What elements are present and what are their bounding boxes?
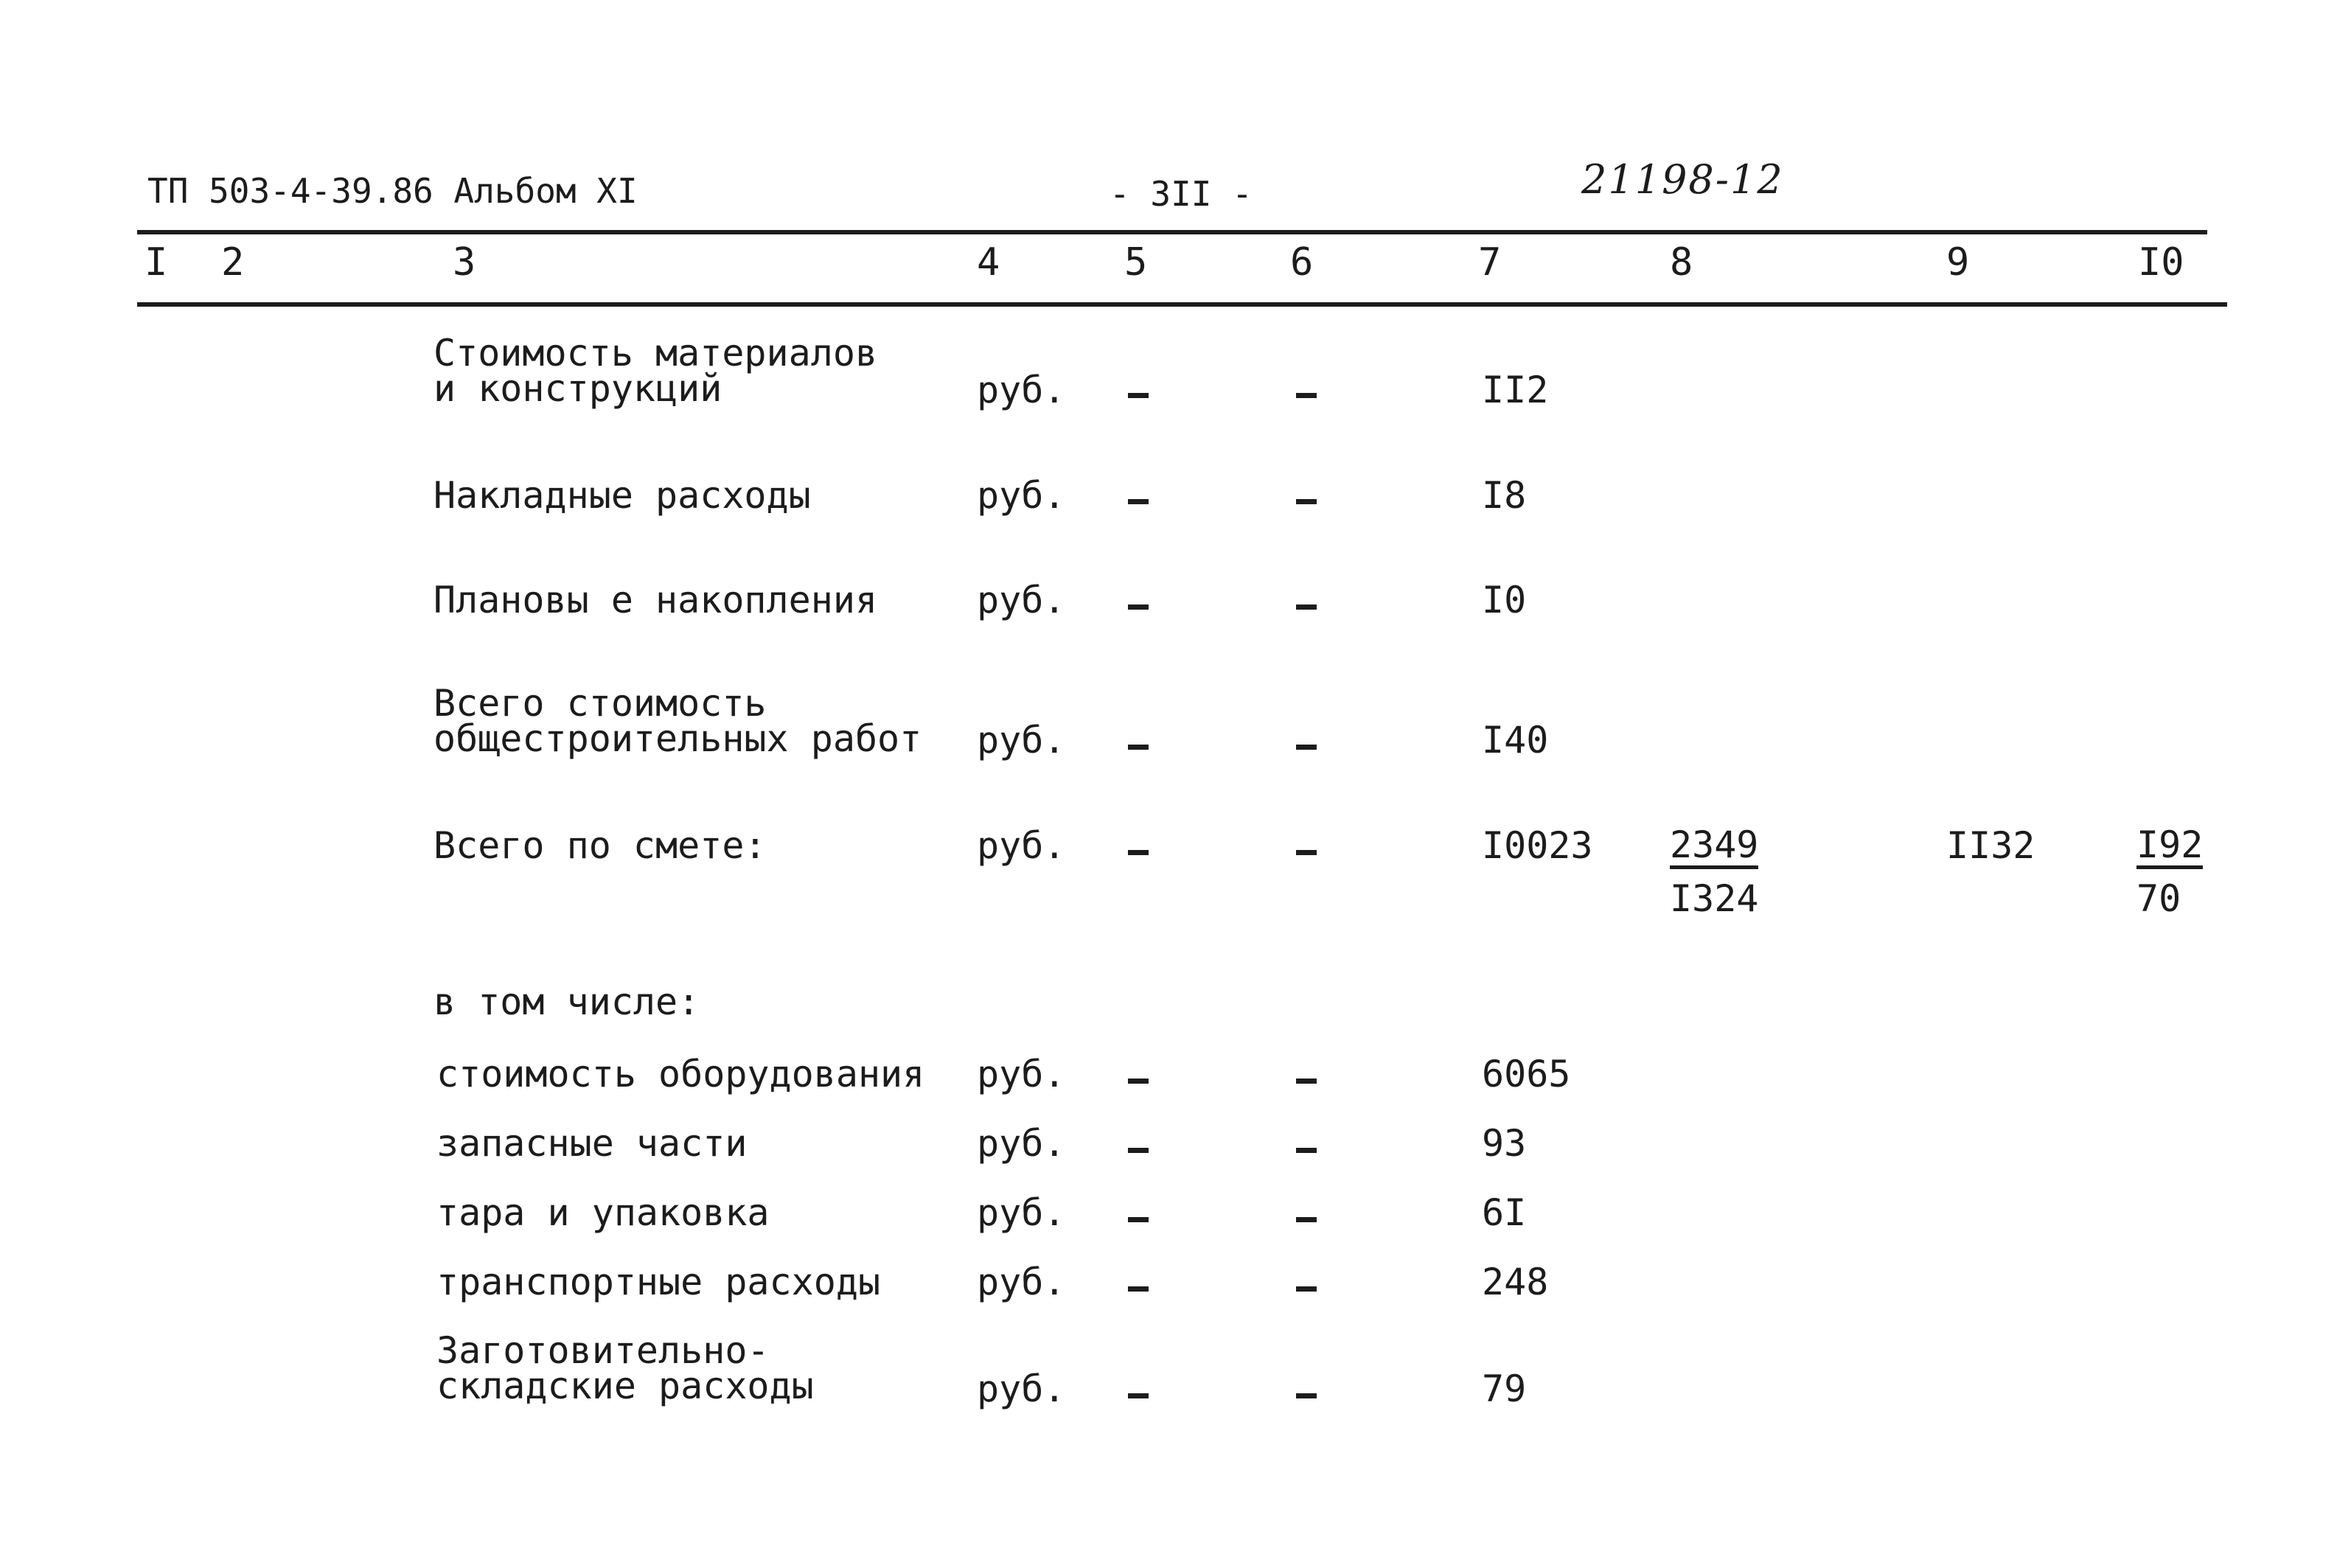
unit-cell: руб.: [977, 1261, 1066, 1303]
fraction-col8-top: 2349: [1670, 824, 1758, 869]
value-col7: 6I: [1482, 1191, 1527, 1234]
column-number-10: I0: [2138, 240, 2184, 285]
table-row-name: Плановы е накопления: [433, 579, 878, 621]
column-number-7: 7: [1478, 240, 1502, 285]
value-col7: I40: [1482, 719, 1549, 762]
subtotal-heading: в том числе:: [433, 980, 700, 1023]
table-row-name: запасные части: [436, 1122, 748, 1165]
dash-col6: [1296, 393, 1317, 398]
table-row-name: Всего по смете:: [433, 824, 767, 867]
value-col7: I0023: [1482, 824, 1593, 867]
unit-cell: руб.: [977, 1191, 1066, 1234]
unit-cell: руб.: [977, 474, 1066, 517]
dash-col6: [1296, 1217, 1317, 1222]
dash-col6: [1296, 1148, 1317, 1153]
dash-col6: [1296, 745, 1317, 750]
page-number: - 3II -: [1110, 174, 1253, 214]
dash-col5: [1128, 393, 1149, 398]
dash-col6: [1296, 604, 1317, 610]
column-number-2: 2: [221, 240, 245, 285]
value-col7: I8: [1482, 474, 1527, 517]
unit-cell: руб.: [977, 824, 1066, 867]
table-row-name: стоимость оборудования: [436, 1053, 925, 1095]
column-number-6: 6: [1290, 240, 1314, 285]
dash-col6: [1296, 1079, 1317, 1084]
column-number-4: 4: [977, 240, 1000, 285]
unit-cell: руб.: [977, 1122, 1066, 1165]
value-col7: I0: [1482, 579, 1527, 621]
dash-col5: [1128, 1079, 1149, 1084]
dash-col5: [1128, 1286, 1149, 1292]
table-row-name: транспортные расходы: [436, 1261, 881, 1303]
dash-col5: [1128, 745, 1149, 750]
column-number-1: I: [144, 240, 168, 285]
unit-cell: руб.: [977, 579, 1066, 621]
value-col7: 248: [1482, 1261, 1549, 1303]
table-row-name: Всего стоимость общестроительных работ: [433, 682, 922, 760]
dash-col5: [1128, 850, 1149, 855]
table-row-name: тара и упаковка: [436, 1191, 770, 1234]
table-row-name: Накладные расходы: [433, 474, 811, 517]
header-bottom-rule: [137, 302, 2227, 307]
table-row-name: Заготовительно- складские расходы: [436, 1329, 814, 1407]
column-number-5: 5: [1124, 240, 1148, 285]
unit-cell: руб.: [977, 719, 1066, 762]
fraction-col10-top: I92: [2136, 824, 2203, 869]
dash-col5: [1128, 604, 1149, 610]
value-col7: 6065: [1482, 1053, 1571, 1095]
value-col7: 79: [1482, 1367, 1527, 1410]
dash-col5: [1128, 1148, 1149, 1153]
dash-col5: [1128, 1217, 1149, 1222]
dash-col5: [1128, 499, 1149, 504]
dash-col6: [1296, 1286, 1317, 1292]
table-row-name: Стоимость материалов и конструкций: [433, 332, 878, 410]
dash-col5: [1128, 1393, 1149, 1398]
unit-cell: руб.: [977, 1367, 1066, 1410]
dash-col6: [1296, 1393, 1317, 1398]
value-col9: II32: [1946, 824, 2035, 867]
value-col7: II2: [1482, 369, 1549, 411]
document-reference: ТП 503-4-39.86 Альбом XI: [147, 171, 638, 211]
unit-cell: руб.: [977, 1053, 1066, 1095]
header-top-rule: [137, 230, 2207, 234]
unit-cell: руб.: [977, 369, 1066, 411]
column-number-3: 3: [453, 240, 476, 285]
column-number-8: 8: [1670, 240, 1693, 285]
fraction-col10-bottom: 70: [2136, 877, 2181, 920]
dash-col6: [1296, 499, 1317, 504]
dash-col6: [1296, 850, 1317, 855]
handwritten-code: 21198-12: [1581, 156, 1784, 203]
value-col7: 93: [1482, 1122, 1527, 1165]
fraction-col8-bottom: I324: [1670, 877, 1759, 920]
column-number-9: 9: [1946, 240, 1970, 285]
